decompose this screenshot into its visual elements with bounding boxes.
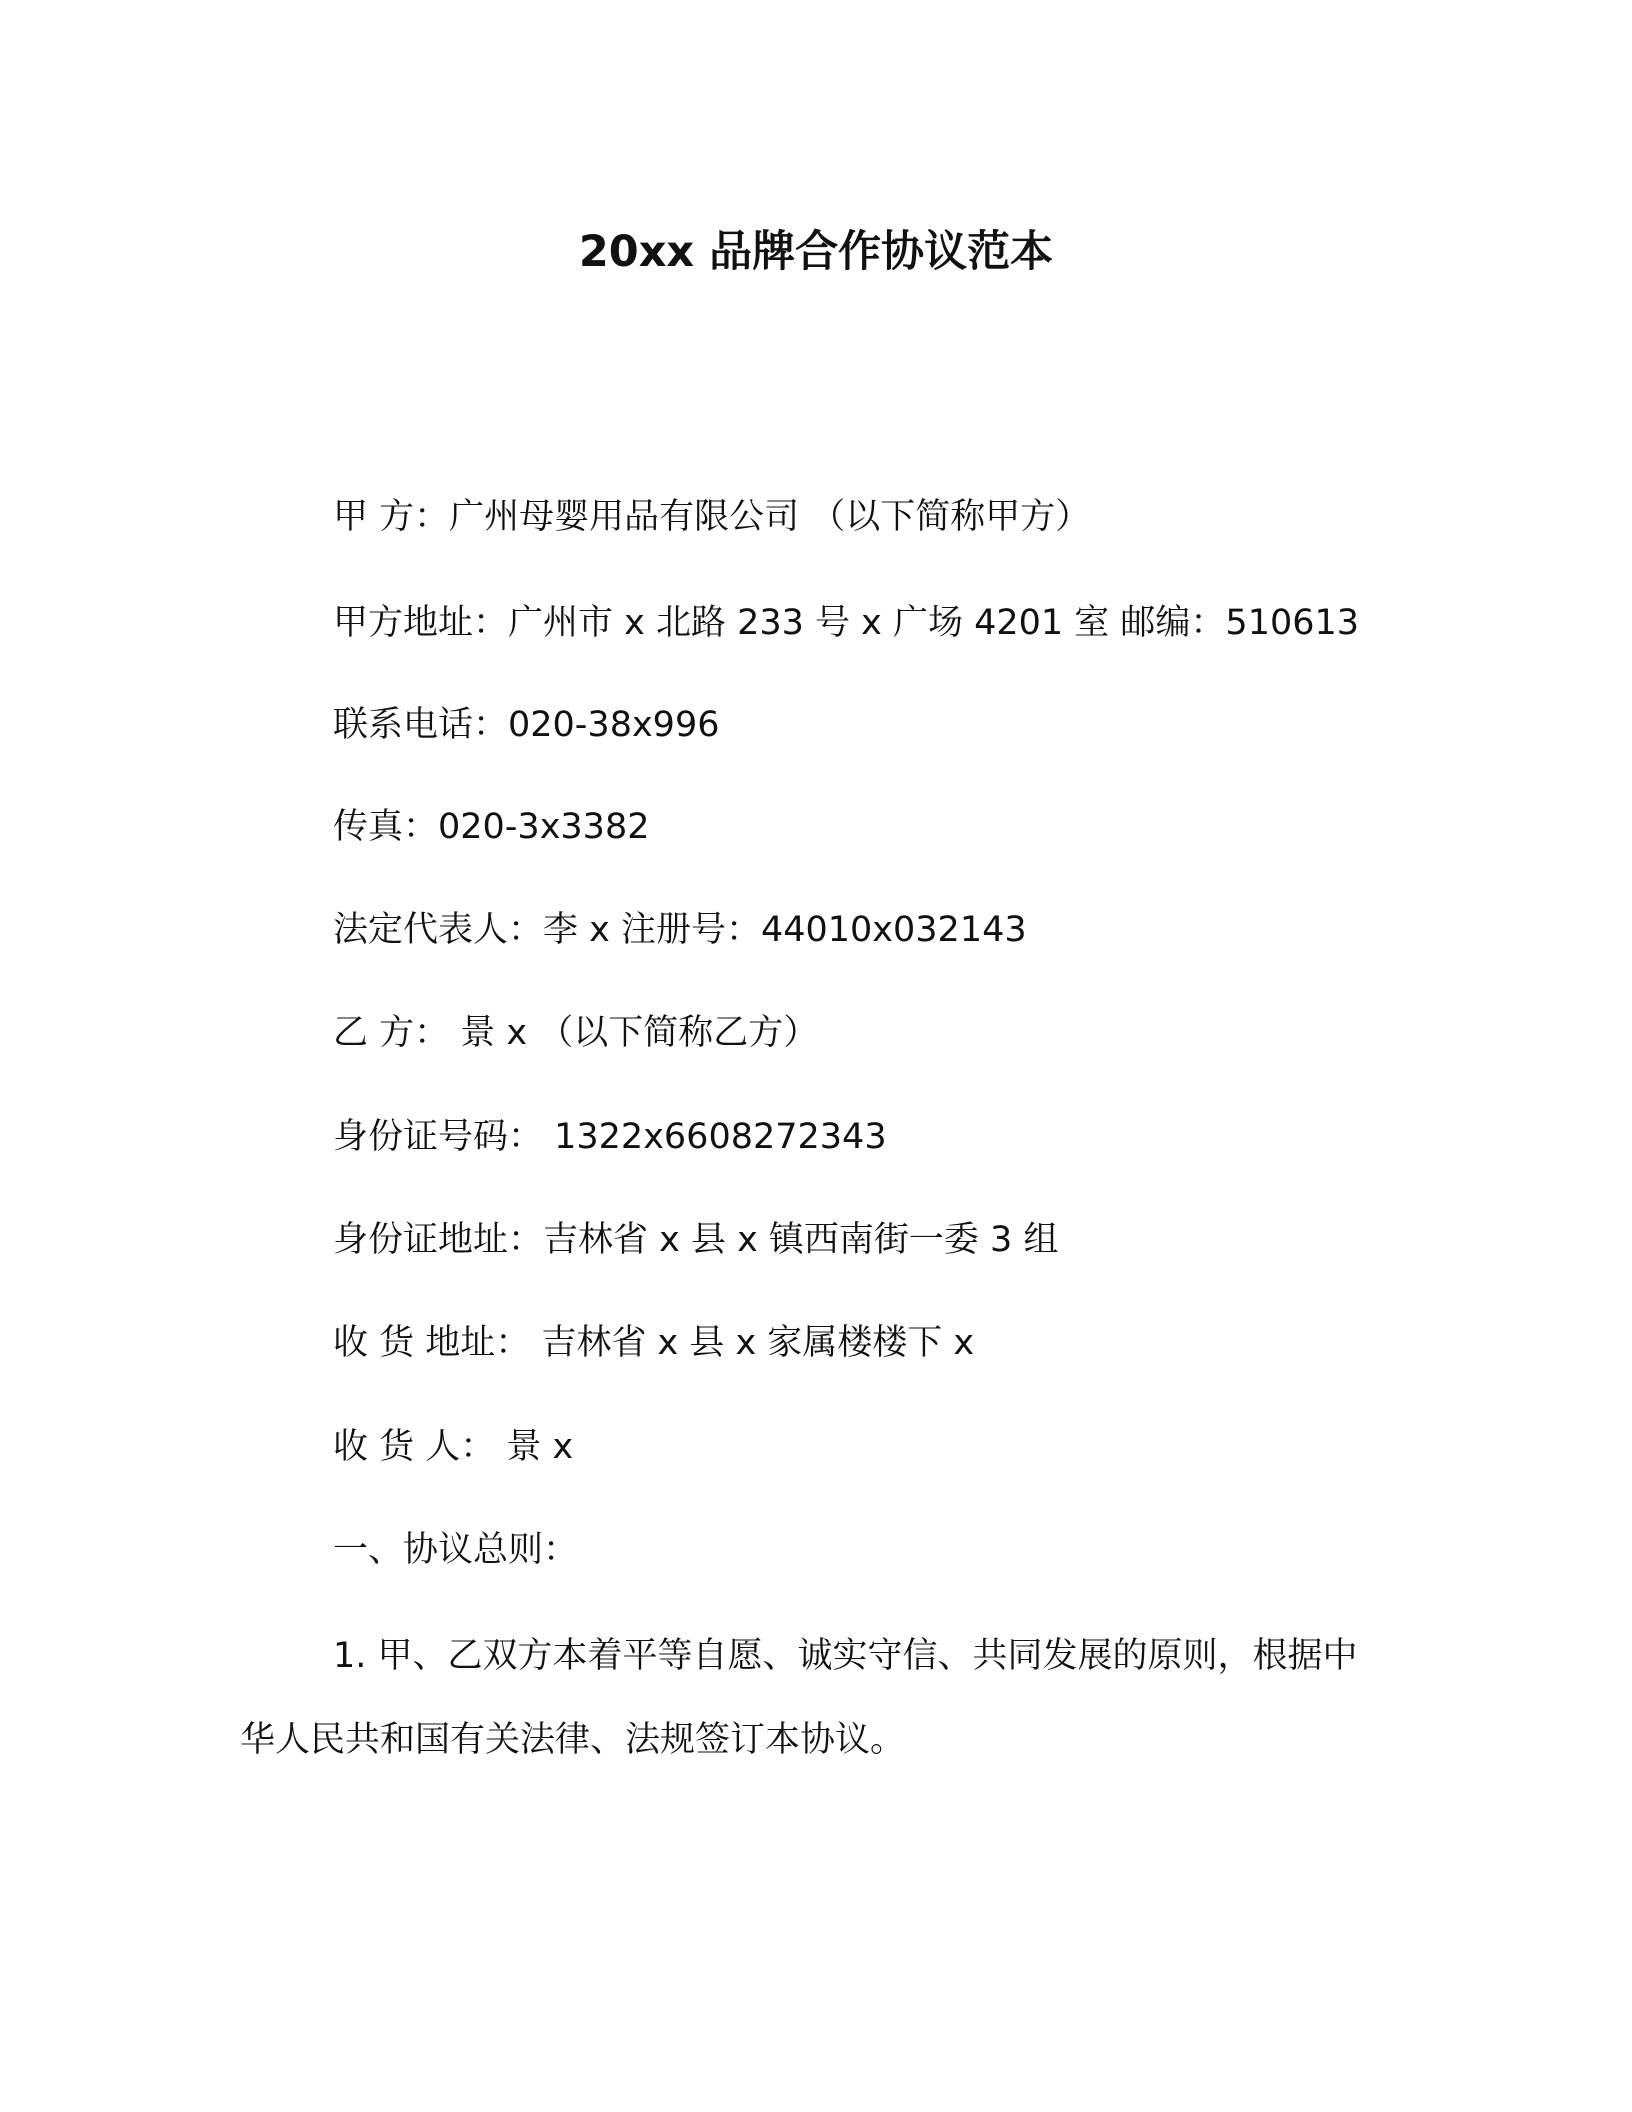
id-address-line: 身份证地址：吉林省 x 县 x 镇西南街一委 3 组 <box>333 1220 1059 1260</box>
party-b-line: 乙 方： 景 x （以下简称乙方） <box>333 1013 819 1053</box>
fax-line: 传真：020-3x3382 <box>333 807 650 847</box>
document-title: 20xx 品牌合作协议范本 <box>578 227 1054 277</box>
party-a-line: 甲 方：广州母婴用品有限公司 （以下简称甲方） <box>333 497 1091 537</box>
legal-representative-line: 法定代表人：李 x 注册号：44010x032143 <box>333 910 1027 950</box>
clause-1-paragraph: 1. 甲、乙双方本着平等自愿、诚实守信、共同发展的原则，根据中华人民共和国有关法律、法规签订本协议。 <box>240 1636 1358 1760</box>
phone-line: 联系电话：020-38x996 <box>333 705 720 745</box>
id-number-line: 身份证号码： 1322x6608272343 <box>333 1117 887 1157</box>
party-a-address-line: 甲方地址：广州市 x 北路 233 号 x 广场 4201 室 邮编：510613 <box>333 603 1360 643</box>
delivery-address-line: 收 货 地址： 吉林省 x 县 x 家属楼楼下 x <box>333 1323 975 1363</box>
section-heading-general: 一、协议总则： <box>333 1530 579 1570</box>
recipient-line: 收 货 人： 景 x <box>333 1427 574 1467</box>
